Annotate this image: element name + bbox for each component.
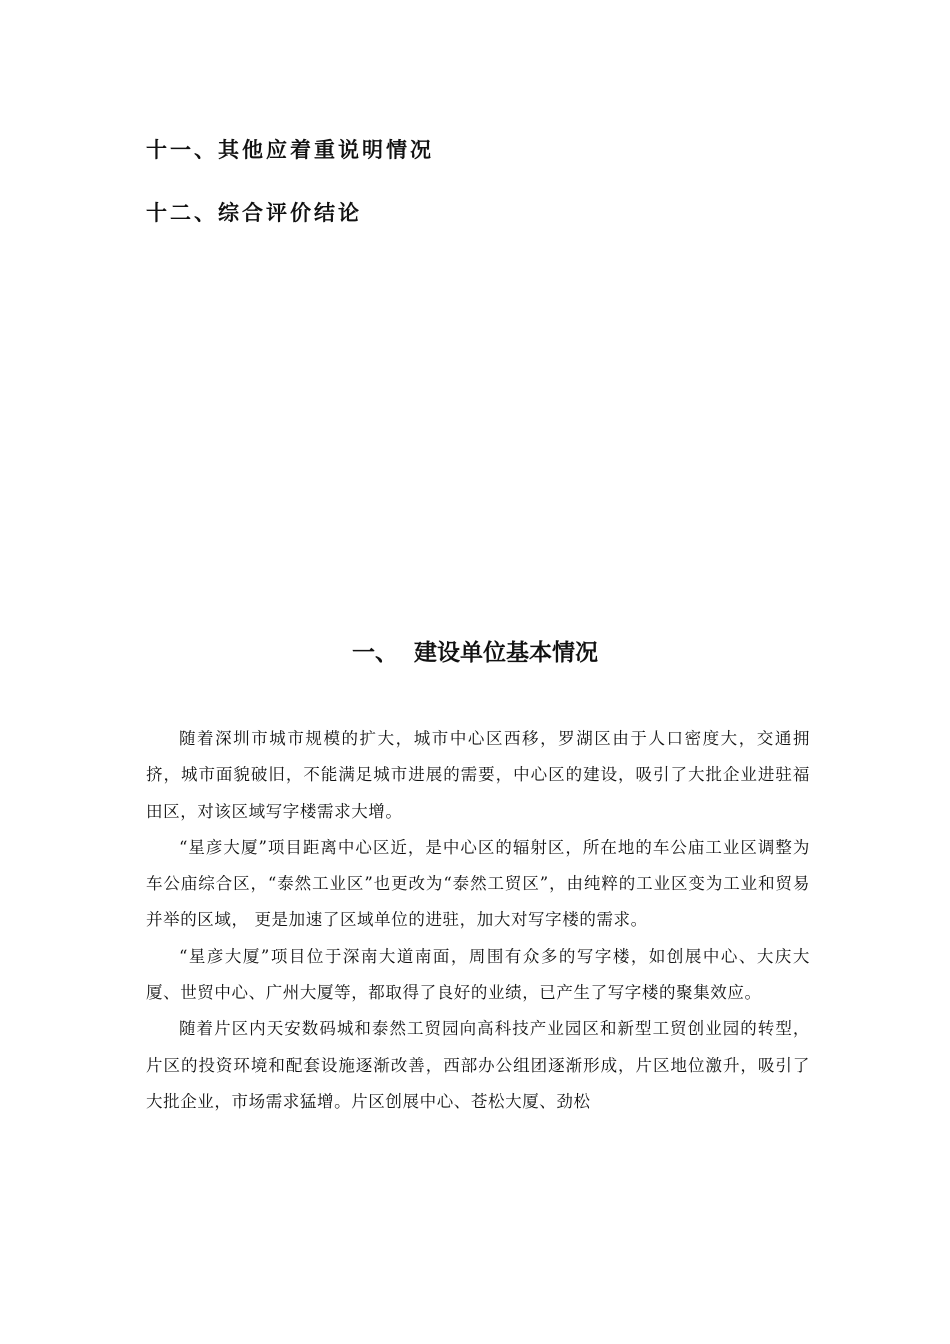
section-heading <box>0 638 950 668</box>
paragraph: 随着片区内天安数码城和泰然工贸园向高科技产业园区和新型工贸创业园的转型，片区的投资环境和配套设施逐渐改善，西部办公组团逐渐形成，片区地位激升，吸引了大批企业，市场需求猛增。片区创展中心、苍松大厦、劲松 <box>146 1019 810 1111</box>
toc-item-number: 十二、 <box>146 201 218 225</box>
body-text <box>146 721 810 1120</box>
paragraph: “星彦大厦”项目位于深南大道南面，周围有众多的写字楼，如创展中心、大庆大厦、世贸中心、广州大厦等，都取得了良好的业绩，已产生了写字楼的聚集效应。 <box>146 946 810 1003</box>
section-title: 建设单位基本情况 <box>414 640 598 666</box>
toc-item-title: 其他应着重说明情况 <box>218 138 434 162</box>
section-number: 一、 <box>352 640 398 666</box>
toc-item-12 <box>146 199 362 227</box>
paragraph: “星彦大厦”项目距离中心区近，是中心区的辐射区，所在地的车公庙工业区调整为车公庙综合区，“泰然工业区”也更改为“泰然工贸区”，由纯粹的工业区变为工业和贸易并举的区域， 更是加速了区域单位的进驻，加大对写字楼的需求。 <box>146 837 810 930</box>
toc-item-number: 十一、 <box>146 138 218 162</box>
paragraph: 随着深圳市城市规模的扩大，城市中心区西移，罗湖区由于人口密度大，交通拥挤，城市面貌破旧，不能满足城市进展的需要，中心区的建设，吸引了大批企业进驻福田区，对该区域写字楼需求大增。 <box>146 729 810 821</box>
toc-item-title: 综合评价结论 <box>218 201 362 225</box>
toc-item-11 <box>146 136 434 164</box>
